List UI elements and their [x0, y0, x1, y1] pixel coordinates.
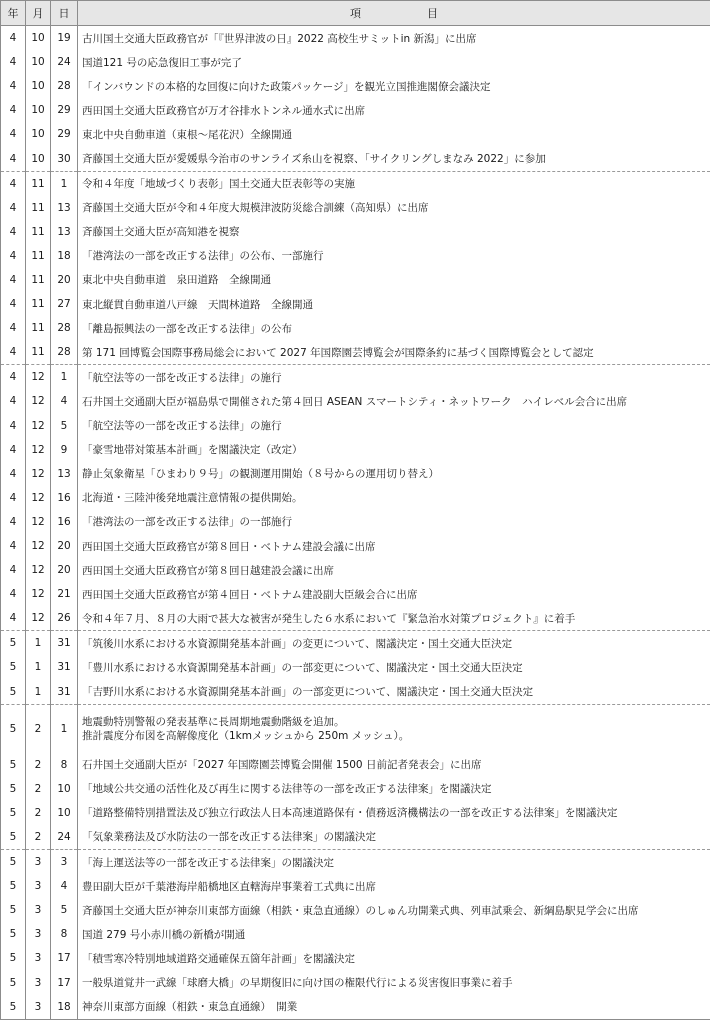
month-cell: 10: [26, 50, 51, 74]
month-cell: 3: [26, 922, 51, 946]
year-cell: 5: [1, 898, 26, 922]
table-row: [1, 850, 710, 875]
year-cell: 4: [1, 74, 26, 98]
day-cell: 31: [51, 655, 78, 679]
year-cell: 4: [1, 340, 26, 365]
day-cell: 16: [51, 510, 78, 534]
day-cell: 20: [51, 534, 78, 558]
year-cell: 5: [1, 753, 26, 777]
day-cell: 1: [51, 365, 78, 390]
item-cell: 「地域公共交通の活性化及び再生に関する法律等の一部を改正する法律案」を閣議決定: [78, 777, 710, 801]
item-cell: 「豊川水系における水資源開発基本計画」の一部変更について、閣議決定・国土交通大臣決定: [78, 655, 710, 679]
day-cell: 10: [51, 777, 78, 801]
day-cell: 28: [51, 74, 78, 98]
table-row: [1, 874, 710, 898]
item-cell: 東北縦貫自動車道八戸線 天間林道路 全線開通: [78, 292, 710, 316]
table-row: [1, 704, 710, 753]
item-cell: 第 171 回博覧会国際事務局総会において 2027 年国際園芸博覧会が国際条約に基づく国際博覧会として認定: [78, 340, 710, 365]
month-cell: 12: [26, 389, 51, 413]
table-row: [1, 196, 710, 220]
item-cell: 西田国土交通大臣政務官が万才谷排水トンネル通水式に出席: [78, 98, 710, 122]
day-cell: 28: [51, 316, 78, 340]
day-cell: 10: [51, 801, 78, 825]
year-cell: 5: [1, 874, 26, 898]
year-cell: 4: [1, 292, 26, 316]
year-cell: 4: [1, 606, 26, 631]
month-cell: 10: [26, 122, 51, 146]
month-cell: 2: [26, 753, 51, 777]
day-cell: 16: [51, 486, 78, 510]
year-cell: 5: [1, 970, 26, 994]
year-cell: 5: [1, 922, 26, 946]
month-cell: 2: [26, 704, 51, 753]
day-cell: 19: [51, 26, 78, 51]
day-cell: 5: [51, 898, 78, 922]
year-cell: 4: [1, 196, 26, 220]
month-cell: 12: [26, 462, 51, 486]
item-cell: 「港湾法の一部を改正する法律」の公布、一部施行: [78, 244, 710, 268]
day-cell: 29: [51, 98, 78, 122]
year-cell: 5: [1, 777, 26, 801]
year-cell: 4: [1, 534, 26, 558]
day-cell: 18: [51, 995, 78, 1020]
month-cell: 12: [26, 438, 51, 462]
table-row: [1, 898, 710, 922]
month-cell: 2: [26, 801, 51, 825]
item-cell: 国道 279 号小赤川橋の新橋が開通: [78, 922, 710, 946]
item-cell: 石井国土交通副大臣が福島県で開催された第４回日 ASEAN スマートシティ・ネットワーク ハイレベル会合に出席: [78, 389, 710, 413]
item-cell: 令和４年７月、８月の大雨で甚大な被害が発生した６水系において『緊急治水対策プロジェクト』に着手: [78, 606, 710, 631]
day-header: 日: [51, 1, 78, 26]
table-row: [1, 365, 710, 390]
day-cell: 28: [51, 340, 78, 365]
year-cell: 4: [1, 122, 26, 146]
item-cell: 「離島振興法の一部を改正する法律」の公布: [78, 316, 710, 340]
month-header: 月: [26, 1, 51, 26]
item-cell: 「航空法等の一部を改正する法律」の施行: [78, 414, 710, 438]
table-row: [1, 801, 710, 825]
day-cell: 20: [51, 268, 78, 292]
item-cell: 斉藤国土交通大臣が令和４年度大規模津波防災総合訓練（高知県）に出席: [78, 196, 710, 220]
table-row: [1, 220, 710, 244]
year-cell: 4: [1, 220, 26, 244]
year-cell: 5: [1, 825, 26, 850]
day-cell: 18: [51, 244, 78, 268]
day-cell: 20: [51, 558, 78, 582]
month-cell: 3: [26, 970, 51, 994]
table-row: [1, 825, 710, 850]
month-cell: 10: [26, 26, 51, 51]
table-row: [1, 438, 710, 462]
month-cell: 12: [26, 365, 51, 390]
month-cell: 10: [26, 98, 51, 122]
day-cell: 26: [51, 606, 78, 631]
day-cell: 1: [51, 171, 78, 196]
table-row: [1, 946, 710, 970]
month-cell: 12: [26, 414, 51, 438]
item-cell: 神奈川東部方面線（相鉄・東急直通線） 開業: [78, 995, 710, 1020]
year-cell: 4: [1, 462, 26, 486]
table-row: [1, 606, 710, 631]
item-cell: 豊田副大臣が千葉港海岸船橋地区直轄海岸事業着工式典に出席: [78, 874, 710, 898]
table-row: [1, 753, 710, 777]
month-cell: 11: [26, 340, 51, 365]
table-row: [1, 777, 710, 801]
month-cell: 11: [26, 220, 51, 244]
table-row: [1, 340, 710, 365]
month-cell: 2: [26, 825, 51, 850]
table-row: [1, 558, 710, 582]
table-row: [1, 970, 710, 994]
year-cell: 4: [1, 26, 26, 51]
day-cell: 30: [51, 146, 78, 171]
month-cell: 3: [26, 898, 51, 922]
table-row: [1, 268, 710, 292]
year-cell: 5: [1, 850, 26, 875]
table-row: [1, 486, 710, 510]
day-cell: 31: [51, 680, 78, 705]
table-row: [1, 171, 710, 196]
month-cell: 3: [26, 995, 51, 1020]
month-cell: 11: [26, 292, 51, 316]
table-row: [1, 631, 710, 656]
table-row: [1, 146, 710, 171]
day-cell: 17: [51, 970, 78, 994]
year-cell: 4: [1, 365, 26, 390]
item-cell: 古川国土交通大臣政務官が「『世界津波の日』2022 高校生サミットin 新潟」に出席: [78, 26, 710, 51]
year-cell: 4: [1, 146, 26, 171]
month-cell: 11: [26, 268, 51, 292]
day-cell: 17: [51, 946, 78, 970]
item-cell: 西田国土交通大臣政務官が第４回日・ベトナム建設副大臣級会合に出席: [78, 582, 710, 606]
item-cell: 斉藤国土交通大臣が高知港を視察: [78, 220, 710, 244]
item-cell: 「道路整備特別措置法及び独立行政法人日本高速道路保有・債務返済機構法の一部を改正する法律案」を閣議決定: [78, 801, 710, 825]
day-cell: 27: [51, 292, 78, 316]
table-row: [1, 389, 710, 413]
year-cell: 4: [1, 244, 26, 268]
item-cell: 一般県道覚井一武線「球磨大橋」の早期復旧に向け国の権限代行による災害復旧事業に着手: [78, 970, 710, 994]
day-cell: 4: [51, 874, 78, 898]
month-cell: 11: [26, 196, 51, 220]
day-cell: 13: [51, 462, 78, 486]
item-cell: 北海道・三陸沖後発地震注意情報の提供開始。: [78, 486, 710, 510]
item-cell: [78, 704, 710, 753]
year-cell: 4: [1, 486, 26, 510]
day-cell: 29: [51, 122, 78, 146]
year-header: 年: [1, 1, 26, 26]
year-cell: 5: [1, 995, 26, 1020]
table-row: [1, 680, 710, 705]
year-cell: 4: [1, 389, 26, 413]
month-cell: 12: [26, 606, 51, 631]
year-cell: 4: [1, 50, 26, 74]
month-cell: 1: [26, 631, 51, 656]
month-cell: 3: [26, 850, 51, 875]
day-cell: 5: [51, 414, 78, 438]
year-cell: 5: [1, 655, 26, 679]
item-cell: 斉藤国土交通大臣が神奈川東部方面線（相鉄・東急直通線）のしゅん功開業式典、列車試乗会、新綱島駅見学会に出席: [78, 898, 710, 922]
table-row: [1, 922, 710, 946]
item-cell: 「豪雪地帯対策基本計画」を閣議決定（改定）: [78, 438, 710, 462]
day-cell: 13: [51, 220, 78, 244]
item-cell: 石井国土交通副大臣が「2027 年国際園芸博覧会開催 1500 日前記者発表会」に出席: [78, 753, 710, 777]
table-row: [1, 26, 710, 51]
item-cell: 東北中央自動車道 泉田道路 全線開通: [78, 268, 710, 292]
table-row: [1, 462, 710, 486]
month-cell: 3: [26, 946, 51, 970]
year-cell: 4: [1, 316, 26, 340]
day-cell: 4: [51, 389, 78, 413]
year-cell: 4: [1, 582, 26, 606]
table-row: [1, 316, 710, 340]
year-cell: 5: [1, 801, 26, 825]
table-row: [1, 244, 710, 268]
month-cell: 12: [26, 510, 51, 534]
month-cell: 11: [26, 316, 51, 340]
item-cell: 「気象業務法及び水防法の一部を改正する法律案」の閣議決定: [78, 825, 710, 850]
item-cell: 「筑後川水系における水資源開発基本計画」の変更について、閣議決定・国土交通大臣決定: [78, 631, 710, 656]
table-row: [1, 292, 710, 316]
item-line: 推計震度分布図を高解像度化（1kmメッシュから 250m メッシュ）。: [82, 729, 410, 742]
item-cell: 「インバウンドの本格的な回復に向けた政策パッケージ」を観光立国推進閣僚会議決定: [78, 74, 710, 98]
day-cell: 24: [51, 50, 78, 74]
item-cell: 東北中央自動車道（東根〜尾花沢）全線開通: [78, 122, 710, 146]
table-row: [1, 534, 710, 558]
month-cell: 10: [26, 74, 51, 98]
month-cell: 10: [26, 146, 51, 171]
month-cell: 2: [26, 777, 51, 801]
item-cell: 「海上運送法等の一部を改正する法律案」の閣議決定: [78, 850, 710, 875]
table-row: [1, 510, 710, 534]
item-cell: 西田国土交通大臣政務官が第８回日・ベトナム建設会議に出席: [78, 534, 710, 558]
item-cell: 「航空法等の一部を改正する法律」の施行: [78, 365, 710, 390]
item-cell: 国道121 号の応急復旧工事が完了: [78, 50, 710, 74]
table-row: [1, 98, 710, 122]
item-cell: 令和４年度「地域づくり表彰」国土交通大臣表彰等の実施: [78, 171, 710, 196]
year-cell: 4: [1, 98, 26, 122]
year-cell: 5: [1, 680, 26, 705]
year-cell: 4: [1, 510, 26, 534]
month-cell: 12: [26, 558, 51, 582]
year-cell: 4: [1, 414, 26, 438]
year-cell: 5: [1, 704, 26, 753]
day-cell: 31: [51, 631, 78, 656]
table-row: [1, 582, 710, 606]
item-cell: 西田国土交通大臣政務官が第８回日越建設会議に出席: [78, 558, 710, 582]
table-row: [1, 122, 710, 146]
day-cell: 24: [51, 825, 78, 850]
item-cell: 静止気象衛星「ひまわり９号」の観測運用開始（８号からの運用切り替え）: [78, 462, 710, 486]
month-cell: 3: [26, 874, 51, 898]
day-cell: 8: [51, 922, 78, 946]
item-cell: 斉藤国土交通大臣が愛媛県今治市のサンライズ糸山を視察、「サイクリングしまなみ 2022」に参加: [78, 146, 710, 171]
year-cell: 5: [1, 946, 26, 970]
item-header: 項 目: [78, 1, 710, 26]
table-row: [1, 50, 710, 74]
day-cell: 3: [51, 850, 78, 875]
month-cell: 11: [26, 171, 51, 196]
year-cell: 4: [1, 171, 26, 196]
year-cell: 4: [1, 558, 26, 582]
month-cell: 11: [26, 244, 51, 268]
month-cell: 1: [26, 655, 51, 679]
day-cell: 21: [51, 582, 78, 606]
table-row: [1, 655, 710, 679]
header-row: [1, 1, 710, 26]
day-cell: 13: [51, 196, 78, 220]
day-cell: 1: [51, 704, 78, 753]
month-cell: 12: [26, 582, 51, 606]
table-row: [1, 74, 710, 98]
day-cell: 8: [51, 753, 78, 777]
month-cell: 1: [26, 680, 51, 705]
month-cell: 12: [26, 486, 51, 510]
item-cell: 「港湾法の一部を改正する法律」の一部施行: [78, 510, 710, 534]
day-cell: 9: [51, 438, 78, 462]
table-row: [1, 414, 710, 438]
table-row: [1, 995, 710, 1020]
item-cell: 「吉野川水系における水資源開発基本計画」の一部変更について、閣議決定・国土交通大臣決定: [78, 680, 710, 705]
year-cell: 4: [1, 438, 26, 462]
year-cell: 5: [1, 631, 26, 656]
month-cell: 12: [26, 534, 51, 558]
year-cell: 4: [1, 268, 26, 292]
item-line: 地震動特別警報の発表基準に長周期地震動階級を追加。: [82, 715, 345, 728]
item-cell: 「積雪寒冷特別地域道路交通確保五箇年計画」を閣議決定: [78, 946, 710, 970]
